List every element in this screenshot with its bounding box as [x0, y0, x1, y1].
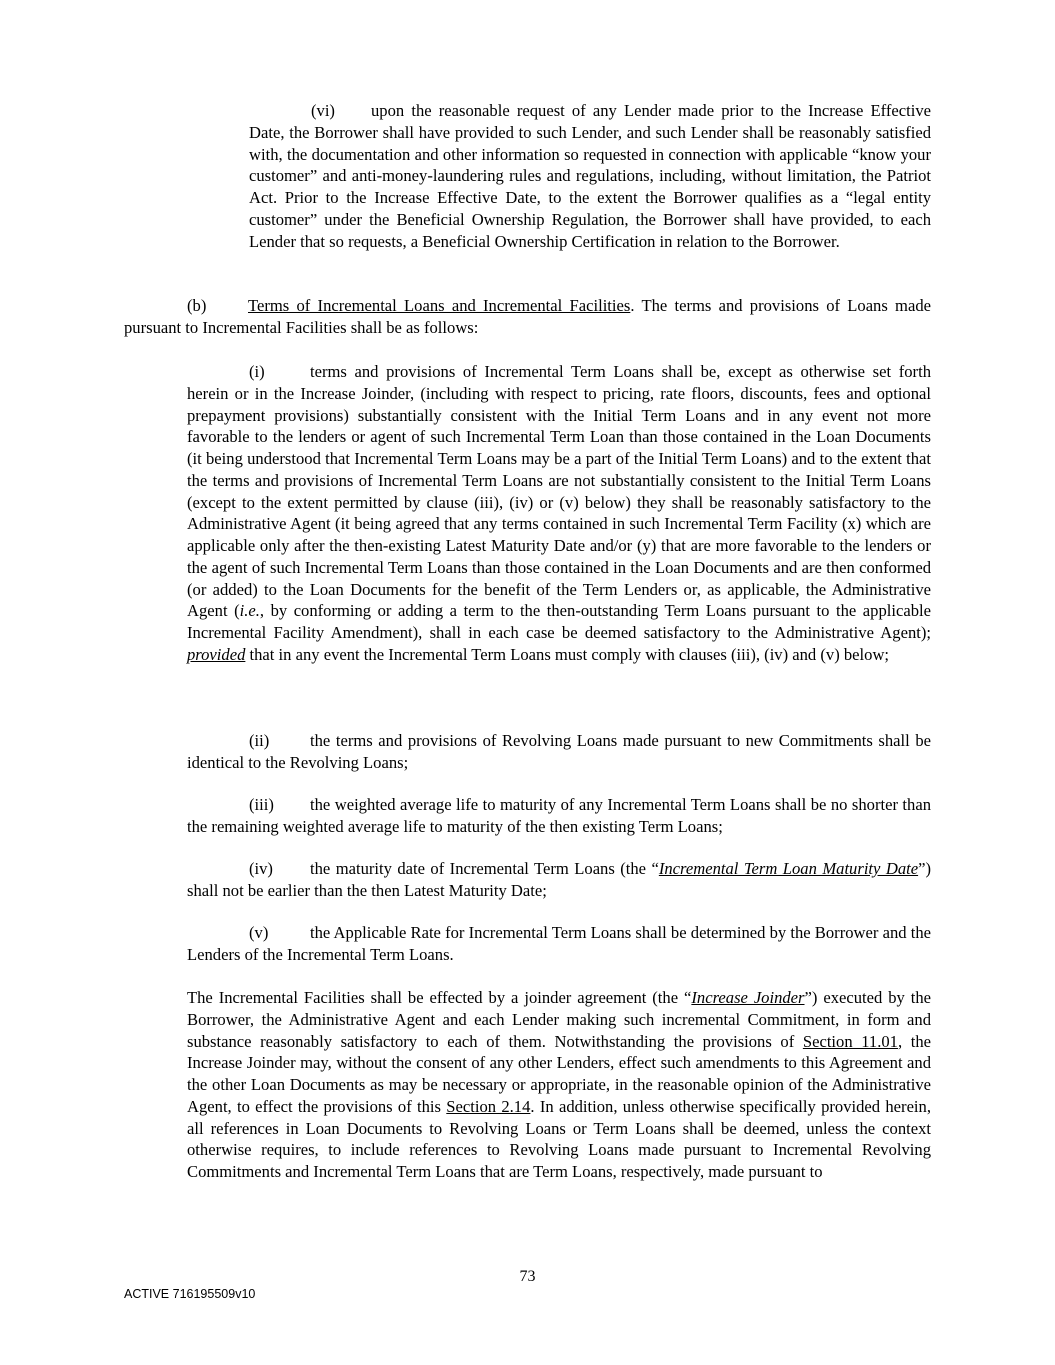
- clause-vi-label: (vi): [311, 101, 335, 120]
- clause-iv-text-1: the maturity date of Incremental Term Loans (the “: [310, 859, 659, 878]
- section-b: [124, 295, 931, 339]
- clause-i-label: (i): [249, 362, 265, 381]
- clause-ii-text: the terms and provisions of Revolving Loans made pursuant to new Commitments shall be identical to the Revolving Loans;: [187, 731, 931, 772]
- clause-v-label: (v): [249, 923, 269, 942]
- clause-ii: [187, 730, 931, 774]
- clause-v: [187, 922, 931, 966]
- clause-iii-label: (iii): [249, 795, 274, 814]
- clause-i-ie: i.e.: [239, 601, 260, 621]
- clause-vi: [249, 100, 931, 252]
- clause-ii-label: (ii): [249, 731, 270, 750]
- clause-vi-text: upon the reasonable request of any Lender made prior to the Increase Effective Date, the Borrower shall have provided to such Lender, and such Lender shall be reasonably satisfied with, the documentation and other information so requested in connection with applicable “know your customer” and anti-money-laundering rules and regulations, including, without limitation, the Patriot Act. Prior to the Increase Effective Date, to the extent the Borrower qualifies as a “legal entity customer” under the Beneficial Ownership Regulation, the Borrower shall have provided, to each Lender that so requests, a Beneficial Ownership Certification in relation to the Borrower.: [249, 101, 931, 251]
- clause-i-text-2: , by conforming or adding a term to the then-outstanding Term Loans pursuant to the applicable Incremental Facility Amendment), shall in each case be deemed satisfactory to the Administrative Agent);: [187, 601, 931, 642]
- section-reference-link[interactable]: Section 2.14: [446, 1096, 531, 1116]
- clause-iv-text-2: ”) shall not be earlier than the then Latest Maturity Date;: [187, 859, 931, 900]
- clause-iii: [187, 794, 931, 838]
- closing-text-3: , the Increase Joinder may, without the consent of any other Lenders, effect such amendments to this Agreement and the other Loan Documents as may be necessary or appropriate, in the reasonable opinion of the Administrative Agent, to effect the provisions of this: [187, 1031, 931, 1116]
- closing-text-4: . In addition, unless otherwise specifically provided herein, all references in Loan Documents to Revolving Loans or Term Loans shall be deemed, unless the context otherwise requires, to include references to Revolving Loans made pursuant to Incremental Revolving Commitments and Incremental Term Loans that are Term Loans, respectively, made pursuant to: [187, 1096, 931, 1181]
- section-b-heading: Terms of Incremental Loans and Incremental Facilities: [248, 296, 631, 315]
- clause-i-text-3: that in any event the Incremental Term Loans must comply with clauses (iii), (iv) and (v) below;: [245, 644, 890, 664]
- page-number: 73: [519, 1268, 536, 1285]
- clause-i-text-1: terms and provisions of Incremental Term Loans shall be, except as otherwise set forth herein or in the Increase Joinder, (including with respect to pricing, rate floors, discounts, fees and optional prepayment provisions) substantially consistent with the Initial Term Loans and in any event not more favorable to the lenders or agent of such Incremental Term Loan than those contained in the Loan Documents (it being understood that Incremental Term Loans may be a part of the Initial Term Loans) and to the extent that the terms and provisions of Incremental Term Loans are not substantially consistent to the Initial Term Loans (except to the extent permitted by clause (iii), (iv) or (v) below) they shall be reasonably satisfactory to the Administrative Agent (it being agreed that any terms contained in such Incremental Term Facility (x) which are applicable only after the then-existing Latest Maturity Date and/or (y) that are more favorable to the lenders or the agent of such Incremental Term Loans than those contained in the Loan Documents and are then conformed (or added) to the Loan Documents for the benefit of the Term Lenders or, as applicable, the Administrative Agent (: [187, 362, 931, 621]
- closing-paragraph: [187, 987, 931, 1183]
- clause-iv-label: (iv): [249, 859, 273, 878]
- clause-i-provided: provided: [187, 644, 246, 664]
- closing-defined-term: Increase Joinder: [691, 988, 805, 1007]
- section-b-text: . The terms and provisions of Loans made pursuant to Incremental Facilities shall be as follows:: [124, 296, 931, 337]
- closing-text-1: The Incremental Facilities shall be effected by a joinder agreement (the “: [187, 988, 692, 1007]
- section-reference-link[interactable]: Section 11.01: [802, 1031, 898, 1051]
- clause-iii-text: the weighted average life to maturity of any Incremental Term Loans shall be no shorter than the remaining weighted average life to maturity of the then existing Term Loans;: [187, 795, 931, 836]
- clause-iv-defined-term: Incremental Term Loan Maturity Date: [658, 859, 919, 878]
- document-id: ACTIVE 716195509v10: [124, 1287, 256, 1301]
- clause-v-text: the Applicable Rate for Incremental Term Loans shall be determined by the Borrower and the Lenders of the Incremental Term Loans.: [187, 923, 931, 964]
- closing-text-2: ”) executed by the Borrower, the Administrative Agent and each Lender making such incremental Commitment, in form and substance reasonably satisfactory to each of them. Notwithstanding the provisions of: [187, 988, 932, 1051]
- clause-i: [187, 361, 931, 666]
- section-b-label: (b): [187, 296, 207, 315]
- clause-iv: [187, 858, 931, 902]
